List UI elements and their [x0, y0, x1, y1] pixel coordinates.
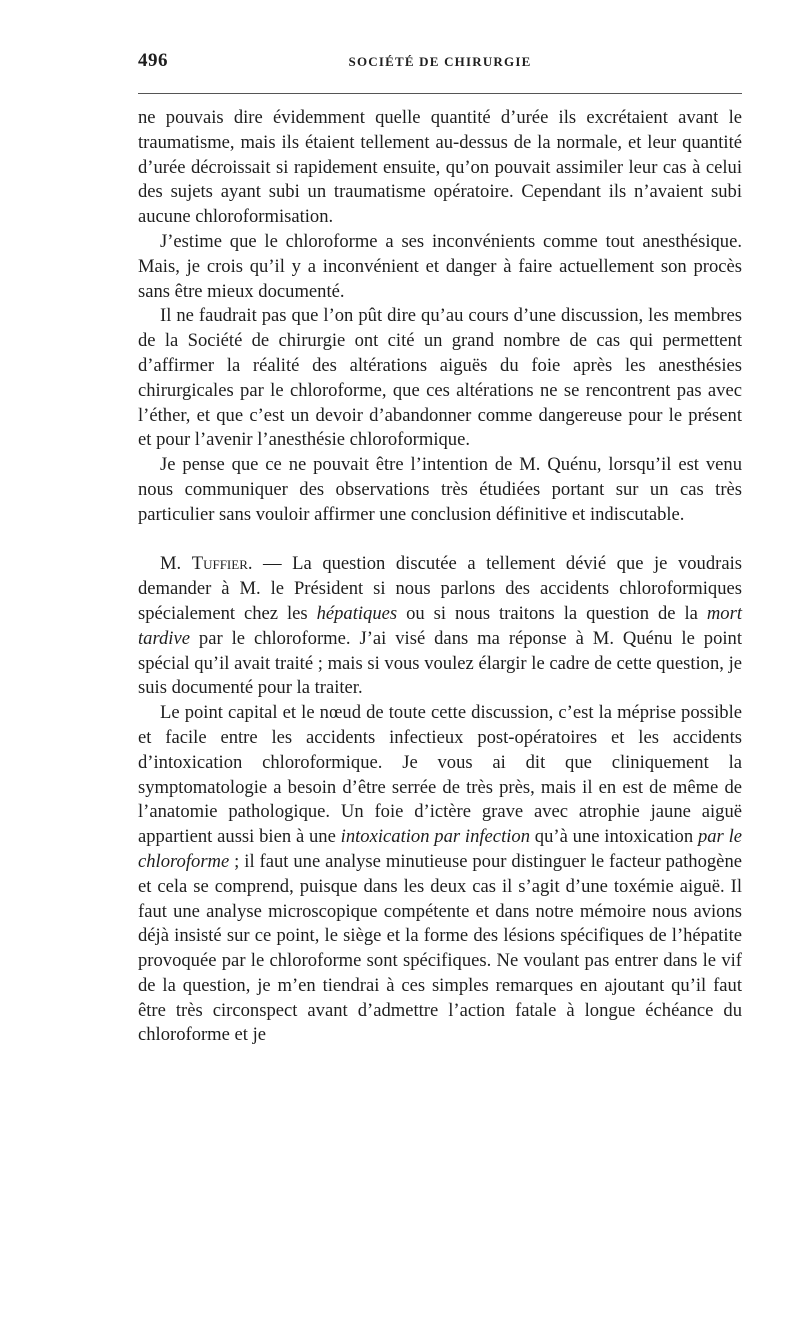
speaker-name: Tuffier — [191, 553, 248, 575]
paragraph-quenu-intention: Je pense que ce ne pouvait être l’intention de M. Quénu, lorsqu’il est venu nous communiquer des observations très étudiées portant sur un cas très particulier sans vouloir affirmer une conclusion définitive et indiscutable. — [138, 454, 742, 525]
paragraph-tuffier-intro: M. Tuffier. — La question discutée a tellement dévié que je voudrais demander à M. le Président si nous parlons des accidents chloroformiques spécialement chez les hépatiques ou si nous traitons la question de la mort tardive par le chloroforme. J’ai visé dans ma réponse à M. Quénu le point spécial qu’il avait traité ; mais si vous voulez élargir le cadre de cette question, je suis documenté pour la traiter. — [138, 553, 742, 699]
italic-term: hépatiques — [316, 602, 398, 624]
italic-term: par le chloroforme — [138, 826, 742, 872]
header-rule — [138, 93, 742, 94]
running-head: SOCIÉTÉ DE CHIRURGIE — [348, 54, 532, 69]
paragraph-society-discussion: Il ne faudrait pas que l’on pût dire qu’au cours d’une discussion, les membres de la Société de chirurgie ont cité un grand nombre de cas qui permettent d’affirmer la réalité des altérations aiguës du foie après les anesthésies chirurgicales par le chloroforme, que ces altérations ne se rencontrent pas avec l’éther, et que c’est un devoir d’abandonner comme dangereuse pour le présent et pour l’avenir l’anesthésie chloroformique. — [138, 305, 742, 451]
page-number: 496 — [138, 50, 168, 71]
italic-term: intoxication par infection — [340, 826, 530, 848]
paragraph-capital-point: Le point capital et le nœud de toute cette discussion, c’est la méprise possible et facile entre les accidents infectieux post-opératoires et les accidents d’intoxication chloroformique. Je vous ai dit que cliniquement la symptomatologie a besoin d’être serrée de très près, mais il en est de même de l’anatomie pathologique. Un foie d’ictère grave avec atrophie jaune aiguë appartient aussi bien à une intoxication par infection qu’à une intoxication par le chloroforme ; il faut une analyse minutieuse pour distinguer le facteur pathogène et cela se comprend, puisque dans les deux cas il s’agit d’une toxémie aiguë. Il faut une analyse microscopique compétente et dans notre mémoire nous avions déjà insisté sur ce point, le siège et la forme des lésions spécifiques de l’hépatite provoquée par le chloroforme sont spécifiques. Ne voulant pas entrer dans le vif de la question, je m’en tiendrai à ces simples remarques en ajoutant qu’il faut être très circonspect avant d’admettre l’action fatale à longue échéance du chloroforme et je — [138, 702, 742, 1046]
paragraph-chloroform-opinion: J’estime que le chloroforme a ses inconvénients comme tout anesthésique. Mais, je crois qu’il y a inconvénient et danger à faire actuellement son procès sans être mieux documenté. — [138, 230, 742, 302]
page-header — [138, 50, 742, 80]
paragraph-urea: ne pouvais dire évidemment quelle quantité d’urée ils excrétaient avant le traumatisme, mais ils étaient tellement au-dessus de la normale, et leur quantité d’urée décroissait si rapidement ensuite, qu’on pouvait assimiler leur cas à celui des sujets ayant subi un traumatisme opératoire. Cependant ils n’avaient subi aucune chloroformisation. — [138, 107, 742, 228]
body-text — [138, 106, 742, 1048]
italic-term: mort tardive — [138, 602, 742, 649]
